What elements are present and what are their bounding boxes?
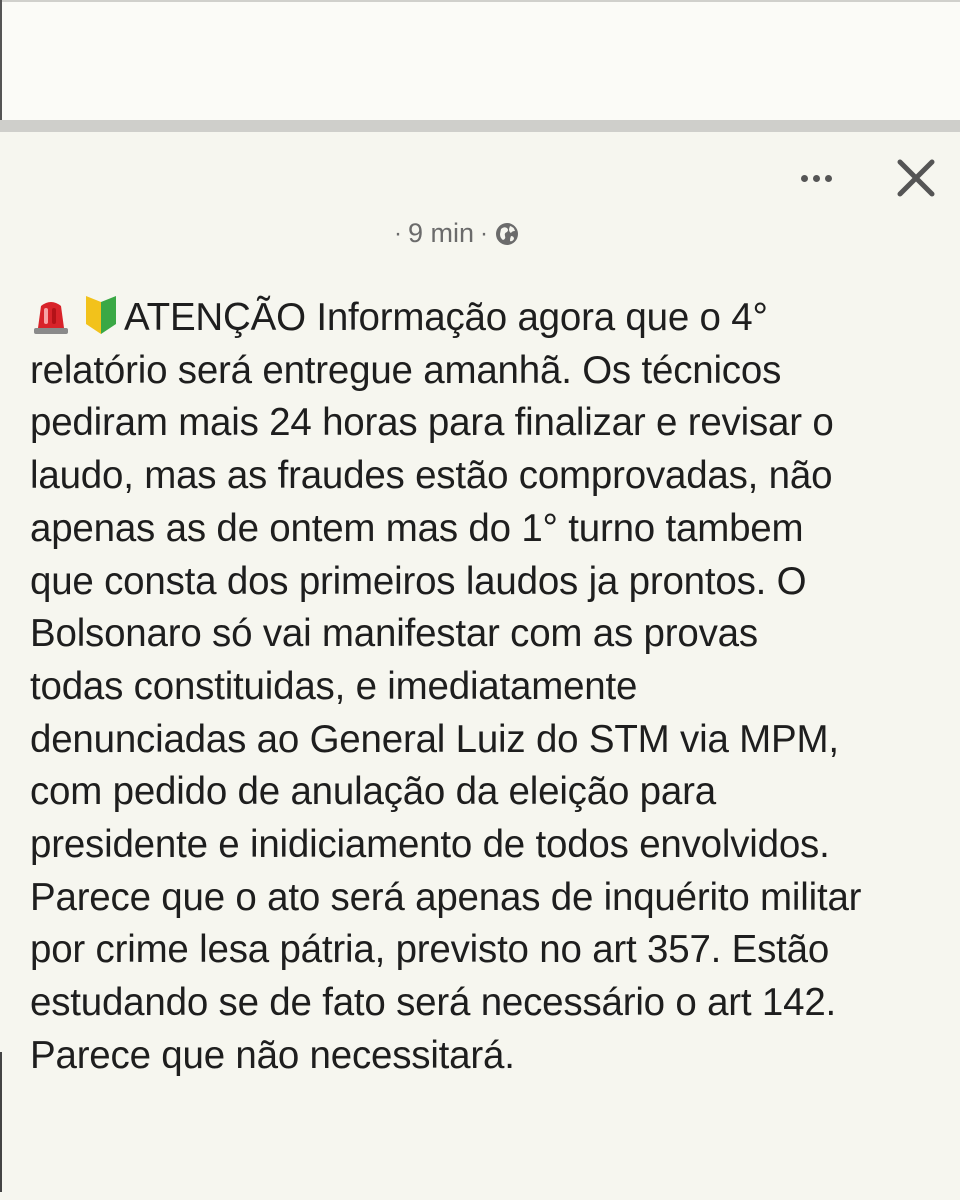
post-timestamp[interactable]: 9 min bbox=[408, 218, 475, 248]
previous-post-area bbox=[0, 0, 960, 120]
beginner-badge-icon bbox=[82, 294, 120, 336]
meta-separator: · bbox=[394, 219, 402, 247]
post-body-first-line: ATENÇÃO Informação agora que o 4° bbox=[124, 296, 768, 339]
meta-separator: · bbox=[480, 219, 489, 247]
post-body bbox=[30, 292, 950, 1083]
close-icon[interactable] bbox=[894, 156, 938, 200]
post-card bbox=[0, 132, 960, 1200]
left-border bbox=[0, 1052, 2, 1192]
post-body-text: relatório será entregue amanhã. Os técnicos pediram mais 24 horas para finalizar e revisar o laudo, mas as fraudes estão comprovadas, não apenas as de ontem mas do 1° turno tambem que consta dos primeiros laudos ja prontos. O Bolsonaro só vai manifestar com as provas todas constituidas, e imediatamente denunciadas ao General Luiz do STM via MPM, com pedido de anulação da eleição para presidente e inidiciamento de todos envolvidos. Parece que o ato será apenas de inquérito militar por crime lesa pátria, previsto no art 357. Estão estudando se de fato será necessário o art 142. Parece que não necessitará. bbox=[30, 348, 862, 1077]
feed-divider bbox=[0, 120, 960, 132]
post-meta bbox=[394, 218, 520, 249]
more-options-icon[interactable] bbox=[801, 156, 832, 200]
globe-icon[interactable] bbox=[494, 221, 520, 247]
siren-icon bbox=[30, 294, 72, 336]
post-actions bbox=[801, 156, 938, 200]
